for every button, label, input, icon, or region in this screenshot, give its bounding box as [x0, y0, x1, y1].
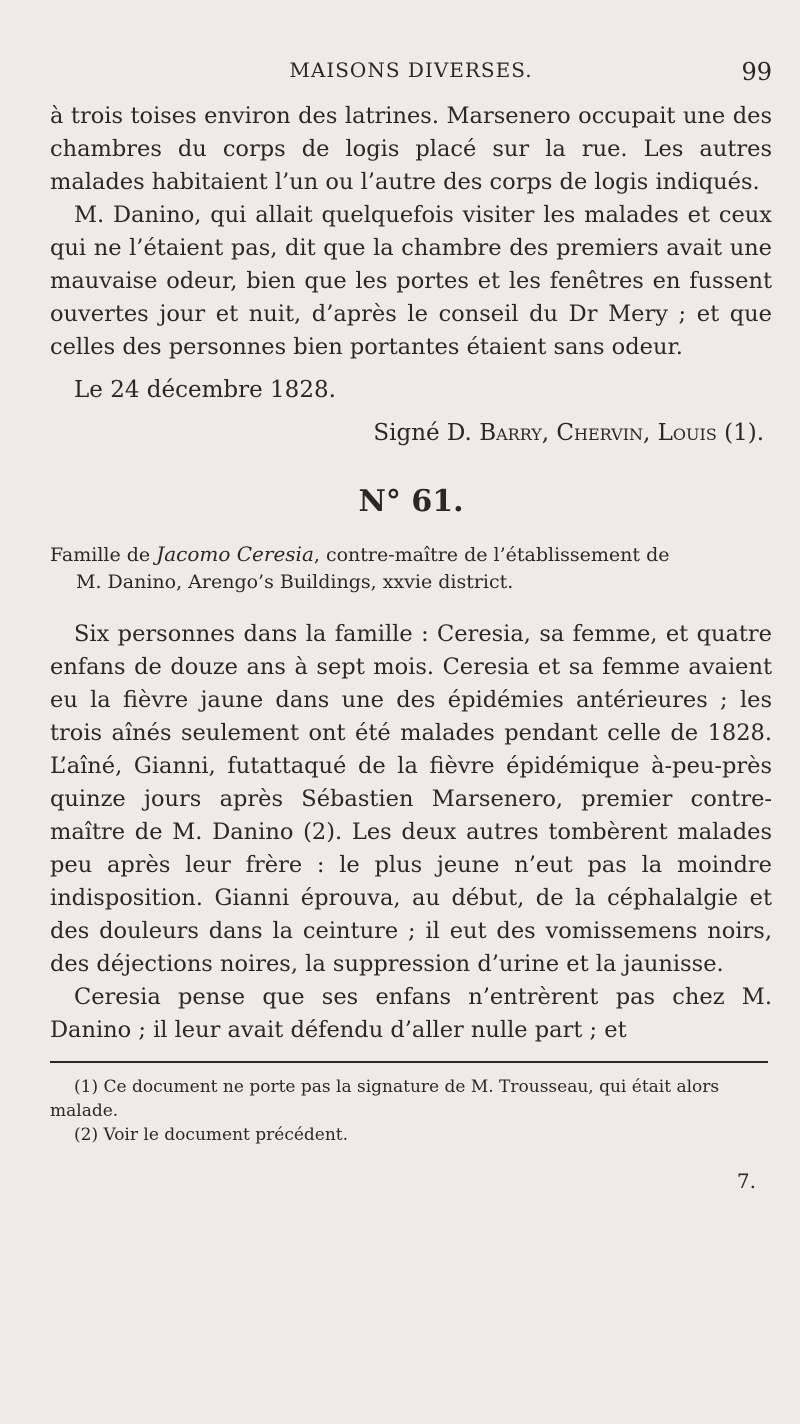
signature-mark: 7.: [736, 1169, 756, 1193]
date-line: Le 24 décembre 1828.: [74, 377, 336, 403]
heading-name: Jacomo Ceresia: [156, 542, 314, 566]
body-paragraph-2: M. Danino, qui allait quelquefois visiter les malades et ceux qui ne l’étaient pas, dit que la chambre des premiers avait une mauvaise odeur, bien que les portes et les fenêtres en fussent ouvertes jour et nuit, d’après le conseil du Dr Mery ; et que celles des personnes bien portantes étaient sans odeur.: [50, 202, 772, 360]
page-number: 99: [741, 58, 772, 86]
section-body: [50, 618, 772, 1047]
heading-prefix: Famille de: [50, 544, 157, 566]
book-page: [50, 58, 772, 1193]
footnote-rule: [50, 1061, 768, 1063]
heading-rest: , contre-maître de l’établissement de: [313, 544, 670, 566]
heading-line-2: M. Danino, Arengo’s Buildings, xxvie district.: [76, 571, 514, 593]
section-paragraph-1: Six personnes dans la famille : Ceresia, sa femme, et quatre enfans de douze ans à sept mois. Ceresia et sa femme avaient eu la fièvre jaune dans une des épidémies antérieures ; les trois aînés seulement ont été malades pendant celle de 1828. L’aîné, Gianni, futattaqué de la fièvre épidémique à-peu-près quinze jours après Sébastien Marsenero, premier contre-maître de M. Danino (2). Les deux autres tombèrent malades peu après leur frère : le plus jeune n’eut pas la moindre indisposition. Gianni éprouva, au début, de la céphalalgie et des douleurs dans la ceinture ; il eut des vomissemens noirs, des déjections noires, la suppression d’urine et la jaunisse.: [50, 621, 772, 977]
footnote-1: (1) Ce document ne porte pas la signature de M. Trousseau, qui était alors malade.: [50, 1077, 720, 1121]
footnote-2: (2) Voir le document précédent.: [74, 1125, 349, 1145]
signature-line: [50, 417, 772, 450]
running-title: MAISONS DIVERSES.: [289, 58, 533, 82]
body-paragraph-1: à trois toises environ des latrines. Marsenero occupait une des chambres du corps de logis placé sur la rue. Les autres malades habitaient l’un ou l’autre des corps de logis indiqués.: [50, 103, 772, 195]
signature-prefix: Signé D.: [373, 420, 480, 446]
section-paragraph-2: Ceresia pense que ses enfans n’entrèrent pas chez M. Danino ; il leur avait défendu d’aller nulle part ; et: [50, 984, 772, 1043]
section-number: N° 61.: [358, 484, 464, 519]
signature-footnote-ref: (1).: [716, 420, 764, 446]
section-heading: [50, 541, 772, 596]
signature-names: Barry, Chervin, Louis: [479, 420, 717, 446]
running-head: [50, 58, 772, 100]
